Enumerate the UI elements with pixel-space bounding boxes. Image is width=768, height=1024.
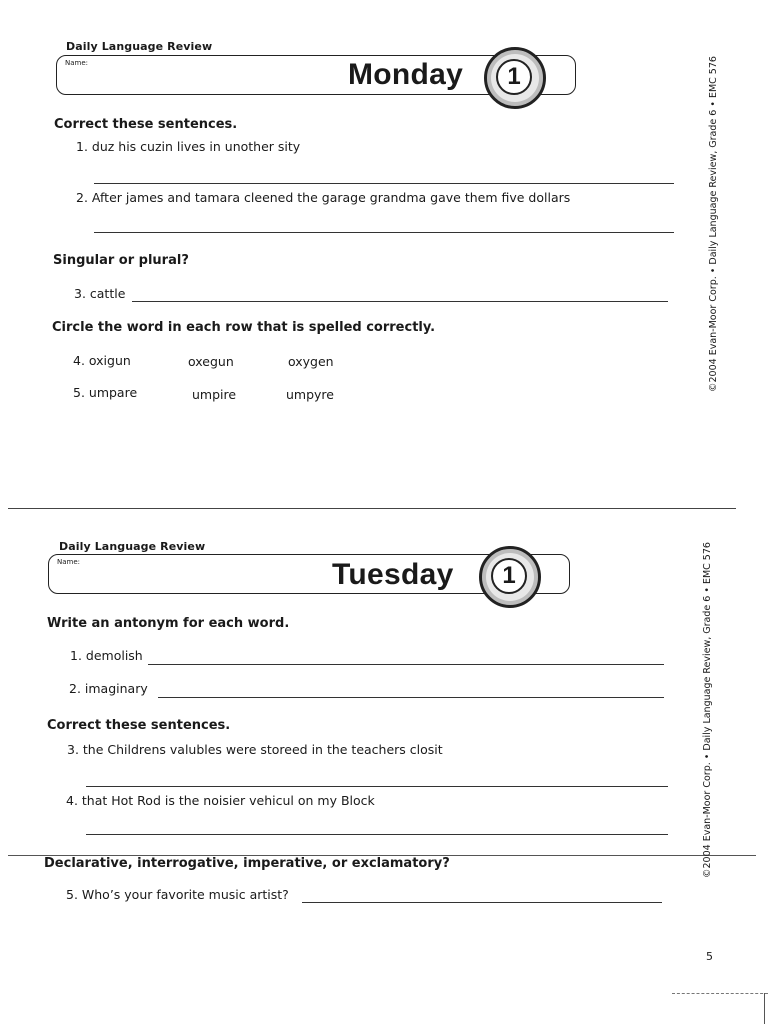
section-heading-singular: Singular or plural? bbox=[53, 253, 189, 268]
section-heading-sentence-type: Declarative, interrogative, imperative, or exclamatory? bbox=[44, 856, 450, 871]
question-4: 4. that Hot Rod is the noisier vehicul on my Block bbox=[66, 793, 375, 808]
answer-line-3[interactable] bbox=[86, 786, 668, 787]
day-title: Monday bbox=[348, 58, 464, 91]
name-field[interactable] bbox=[89, 561, 333, 585]
section-heading-antonym: Write an antonym for each word. bbox=[47, 616, 290, 631]
answer-line-4[interactable] bbox=[86, 834, 668, 835]
question-1: 1. demolish bbox=[70, 648, 143, 663]
scan-edge bbox=[764, 993, 765, 1024]
question-3: 3. cattle bbox=[74, 286, 126, 301]
section-heading-correct: Correct these sentences. bbox=[47, 718, 231, 733]
section-heading-circle: Circle the word in each row that is spelled correctly. bbox=[52, 320, 436, 335]
cut-line bbox=[8, 508, 736, 509]
name-label: Name: bbox=[65, 59, 89, 67]
copyright-side-text: ©2004 Evan-Moor Corp. • Daily Language Review, Grade 6 • EMC 576 bbox=[702, 542, 713, 878]
answer-line-2[interactable] bbox=[158, 697, 664, 698]
name-field[interactable] bbox=[97, 62, 341, 86]
q4-option-1[interactable]: 4. oxigun bbox=[73, 353, 131, 368]
page-number: 5 bbox=[706, 950, 713, 963]
header-label: Daily Language Review bbox=[66, 40, 213, 53]
question-5: 5. Who’s your favorite music artist? bbox=[66, 887, 289, 902]
header-label: Daily Language Review bbox=[59, 540, 206, 553]
q5-option-3[interactable]: umpyre bbox=[286, 387, 334, 402]
day-number: 1 bbox=[496, 59, 532, 95]
answer-line-5[interactable] bbox=[302, 902, 662, 903]
answer-line-2[interactable] bbox=[94, 232, 674, 233]
day-number-badge bbox=[484, 47, 546, 109]
name-label: Name: bbox=[57, 558, 81, 566]
scan-mark bbox=[672, 993, 768, 994]
section-heading-correct: Correct these sentences. bbox=[54, 117, 238, 132]
q5-option-1[interactable]: 5. umpare bbox=[73, 385, 138, 400]
day-title: Tuesday bbox=[332, 558, 454, 591]
answer-line-3[interactable] bbox=[132, 301, 668, 302]
q4-option-2[interactable]: oxegun bbox=[188, 354, 234, 369]
answer-line-1[interactable] bbox=[148, 664, 664, 665]
day-number: 1 bbox=[491, 558, 527, 594]
answer-line-1[interactable] bbox=[94, 183, 674, 184]
question-1: 1. duz his cuzin lives in unother sity bbox=[76, 139, 301, 154]
question-2: 2. After james and tamara cleened the garage grandma gave them five dollars bbox=[76, 190, 571, 205]
q5-option-2[interactable]: umpire bbox=[192, 387, 237, 402]
q4-option-3[interactable]: oxygen bbox=[288, 354, 334, 369]
question-3: 3. the Childrens valubles were storeed in the teachers closit bbox=[67, 742, 443, 757]
question-2: 2. imaginary bbox=[69, 681, 148, 696]
day-number-badge bbox=[479, 546, 541, 608]
copyright-side-text: ©2004 Evan-Moor Corp. • Daily Language Review, Grade 6 • EMC 576 bbox=[708, 56, 719, 392]
